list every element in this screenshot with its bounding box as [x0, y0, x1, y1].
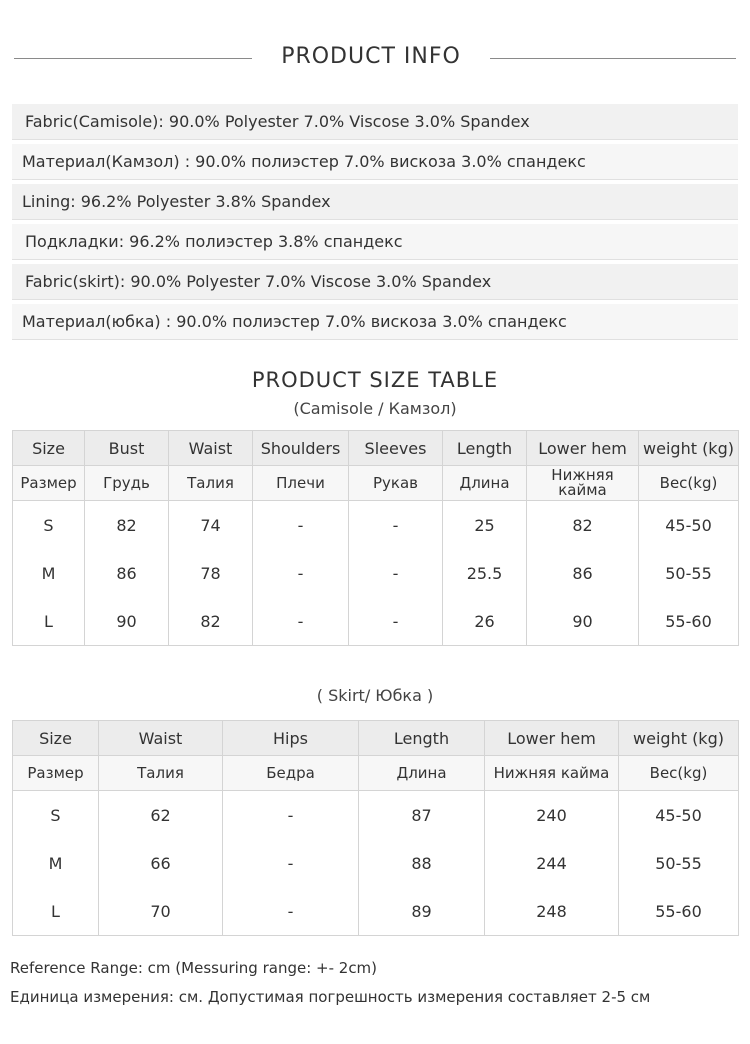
table-cell: 82: [169, 597, 253, 646]
col-length-ru: Длина: [359, 756, 485, 791]
table-cell: S: [13, 501, 85, 550]
measurement-unit-note-ru: Единица измерения: см. Допустимая погрешность измерения составляет 2-5 см: [10, 988, 651, 1006]
skirt-subtitle: ( Skirt/ Юбка ): [316, 686, 434, 705]
table-cell: 82: [85, 501, 169, 550]
table-cell: -: [349, 549, 443, 597]
table-cell: 45-50: [619, 791, 739, 840]
col-weight-ru: Вес(kg): [639, 466, 739, 501]
col-weight: weight (kg): [619, 721, 739, 756]
table-row: [13, 501, 739, 550]
table-cell: 55-60: [619, 887, 739, 936]
table-cell: 66: [99, 839, 223, 887]
table-cell: -: [253, 597, 349, 646]
col-hips: Hips: [223, 721, 359, 756]
col-bust: Bust: [85, 431, 169, 466]
info-row-material-skirt-ru: Материал(юбка) : 90.0% полиэстер 7.0% вискоза 3.0% спандекс: [12, 304, 738, 340]
table-cell: 50-55: [619, 839, 739, 887]
col-weight-ru: Вес(kg): [619, 756, 739, 791]
table-cell: 86: [527, 549, 639, 597]
table-row: [13, 791, 739, 840]
table-cell: 50-55: [639, 549, 739, 597]
table-cell: -: [223, 791, 359, 840]
col-bust-ru: Грудь: [85, 466, 169, 501]
table-cell: -: [253, 549, 349, 597]
col-lower-hem: Lower hem: [485, 721, 619, 756]
col-size: Size: [13, 721, 99, 756]
info-row-lining-ru: Подкладки: 96.2% полиэстер 3.8% спандекс: [12, 224, 738, 260]
col-length: Length: [443, 431, 527, 466]
col-waist-ru: Талия: [169, 466, 253, 501]
table-cell: -: [223, 887, 359, 936]
col-waist-ru: Талия: [99, 756, 223, 791]
table-cell: 78: [169, 549, 253, 597]
table-cell: 89: [359, 887, 485, 936]
table-row: [13, 597, 739, 646]
col-size-ru: Размер: [13, 756, 99, 791]
col-shoulders: Shoulders: [253, 431, 349, 466]
camisole-subtitle: (Camisole / Камзол): [293, 399, 457, 418]
skirt-header-en: [13, 721, 739, 756]
table-cell: -: [253, 501, 349, 550]
page-title: PRODUCT INFO: [281, 44, 461, 69]
col-lower-hem-ru: Нижняя кайма: [485, 756, 619, 791]
table-cell: M: [13, 549, 85, 597]
col-length: Length: [359, 721, 485, 756]
col-sleeves-ru: Рукав: [349, 466, 443, 501]
col-shoulders-ru: Плечи: [253, 466, 349, 501]
product-info-header: [0, 40, 750, 80]
info-row-lining: Lining: 96.2% Polyester 3.8% Spandex: [12, 184, 738, 220]
skirt-size-table: [12, 720, 739, 936]
table-cell: 26: [443, 597, 527, 646]
camisole-size-table: [12, 430, 739, 646]
col-length-ru: Длина: [443, 466, 527, 501]
table-cell: 86: [85, 549, 169, 597]
col-size-ru: Размер: [13, 466, 85, 501]
table-cell: M: [13, 839, 99, 887]
col-lower-hem-ru: Нижняя кайма: [527, 466, 639, 501]
table-cell: 25: [443, 501, 527, 550]
table-cell: 244: [485, 839, 619, 887]
info-row-fabric-skirt: Fabric(skirt): 90.0% Polyester 7.0% Viscose 3.0% Spandex: [12, 264, 738, 300]
table-cell: -: [349, 501, 443, 550]
col-waist: Waist: [169, 431, 253, 466]
reference-range-note: Reference Range: cm (Messuring range: +- 2cm): [10, 959, 378, 977]
table-cell: -: [349, 597, 443, 646]
table-cell: S: [13, 791, 99, 840]
table-cell: 90: [85, 597, 169, 646]
table-cell: 62: [99, 791, 223, 840]
material-info-list: [12, 104, 738, 344]
table-cell: 88: [359, 839, 485, 887]
table-cell: 25.5: [443, 549, 527, 597]
col-weight: weight (kg): [639, 431, 739, 466]
table-cell: 82: [527, 501, 639, 550]
table-cell: 90: [527, 597, 639, 646]
skirt-header-ru: [13, 756, 739, 791]
table-cell: L: [13, 597, 85, 646]
table-cell: 45-50: [639, 501, 739, 550]
table-cell: -: [223, 839, 359, 887]
table-cell: 87: [359, 791, 485, 840]
table-cell: 248: [485, 887, 619, 936]
col-waist: Waist: [99, 721, 223, 756]
table-cell: 55-60: [639, 597, 739, 646]
col-hips-ru: Бедра: [223, 756, 359, 791]
header-divider-right: [490, 58, 736, 59]
info-row-material-camisole-ru: Материал(Камзол) : 90.0% полиэстер 7.0% вискоза 3.0% спандекс: [12, 144, 738, 180]
col-sleeves: Sleeves: [349, 431, 443, 466]
col-size: Size: [13, 431, 85, 466]
table-cell: 240: [485, 791, 619, 840]
camisole-header-ru: [13, 466, 739, 501]
camisole-header-en: [13, 431, 739, 466]
size-table-title: PRODUCT SIZE TABLE: [251, 368, 499, 392]
table-cell: L: [13, 887, 99, 936]
table-cell: 74: [169, 501, 253, 550]
table-row: [13, 549, 739, 597]
info-row-fabric-camisole: Fabric(Camisole): 90.0% Polyester 7.0% Viscose 3.0% Spandex: [12, 104, 738, 140]
header-divider-left: [14, 58, 252, 59]
table-row: [13, 839, 739, 887]
table-row: [13, 887, 739, 936]
table-cell: 70: [99, 887, 223, 936]
col-lower-hem: Lower hem: [527, 431, 639, 466]
